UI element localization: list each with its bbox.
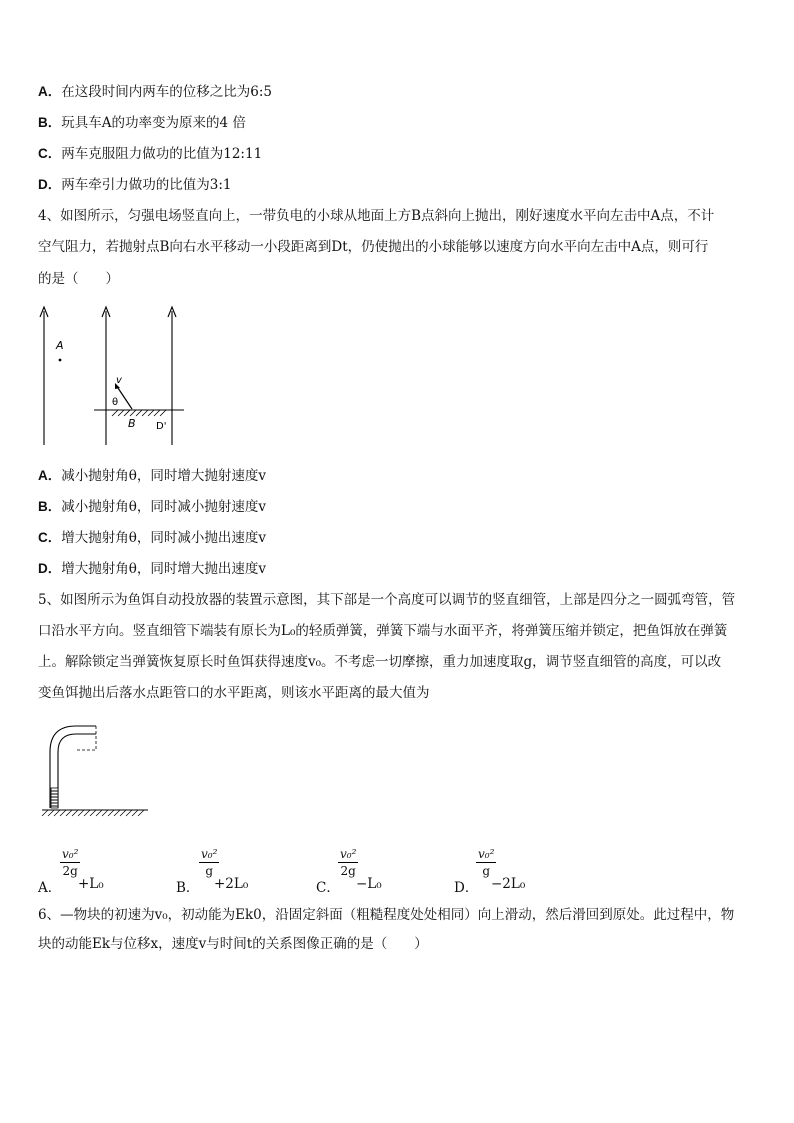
option-text: 增大抛射角θ，同时减小抛出速度v <box>61 530 267 546</box>
q6-stem-line2: 块的动能Ek与位移x，速度v与时间t的关系图像正确的是（ ） <box>38 936 428 952</box>
q5-option-a-label: A． <box>38 880 62 896</box>
q4-stem-line2: 空气阻力，若抛射点B向右水平移动一小段距离到Dt，仍使抛出的小球能够以速度方向水平向左击中A点，则可行 <box>38 239 709 255</box>
water-hatch <box>42 810 144 816</box>
q5-option-d-rest: −2L₀ <box>491 876 526 892</box>
option-label: A． <box>38 468 62 483</box>
option-label: B． <box>38 115 62 130</box>
q5-option-a-fraction <box>60 846 80 879</box>
q5-option-c-label: C． <box>316 880 340 896</box>
velocity-label: v <box>116 375 122 386</box>
q6-stem-line1: 6、—物块的初速为v₀，初动能为Ek0，沿固定斜面（粗糙程度处处相同）向上滑动，然后滑回到原处。此过程中，物 <box>38 907 735 923</box>
q5-option-b-label: B． <box>176 880 200 896</box>
ground-hatch <box>112 410 166 416</box>
point-d-label: D' <box>156 421 167 432</box>
fraction-denominator: g <box>482 864 491 878</box>
option-text: 减小抛射角θ，同时增大抛射速度v <box>61 468 267 484</box>
option-text: 两车克服阻力做功的比值为12:11 <box>61 146 263 162</box>
dashed-guide <box>76 726 96 750</box>
option-text: 两车牵引力做功的比值为3:1 <box>61 177 232 193</box>
point-a-dot <box>59 359 62 362</box>
q3-option-b <box>38 114 246 132</box>
fraction-numerator: v₀² <box>340 847 357 861</box>
theta-label: θ <box>112 397 119 408</box>
fraction-numerator: v₀² <box>478 847 495 861</box>
option-label: C． <box>38 530 62 545</box>
option-label: D． <box>38 177 62 192</box>
q4-stem-line1: 4、如图所示，匀强电场竖直向上，一带负电的小球从地面上方B点斜向上抛出，刚好速度水平向左击中A点，不计 <box>38 208 715 224</box>
q3-option-d <box>38 176 231 194</box>
q4-figure <box>36 305 196 450</box>
q5-option-b-fraction <box>199 846 219 879</box>
option-label: D． <box>38 561 62 576</box>
q3-option-c <box>38 145 262 163</box>
option-text: 增大抛射角θ，同时增大抛出速度v <box>61 561 267 577</box>
q5-option-d-label: D． <box>454 880 479 896</box>
q5-figure <box>38 718 153 824</box>
option-label: C． <box>38 146 62 161</box>
q5-stem-line3: 上。解除锁定当弹簧恢复原长时鱼饵获得速度v₀。不考虑一切摩擦，重力加速度取g，调节竖直细管的高度，可以改 <box>38 654 722 670</box>
fraction-numerator: v₀² <box>62 847 79 861</box>
option-text: 减小抛射角θ，同时减小抛射速度v <box>61 499 267 515</box>
q5-option-b-rest: +2L₀ <box>214 876 249 892</box>
option-label: A． <box>38 84 62 99</box>
option-text: 在这段时间内两车的位移之比为6:5 <box>61 84 272 100</box>
q5-option-a-rest: +L₀ <box>78 876 104 892</box>
fraction-denominator: 2g <box>62 864 78 878</box>
option-text: 玩具车A的功率变为原来的4 倍 <box>61 115 246 131</box>
q3-option-a <box>38 83 272 101</box>
q5-stem-line1: 5、如图所示为鱼饵自动投放器的装置示意图，其下部是一个高度可以调节的竖直细管，上部是四分之一圆弧弯管，管 <box>38 592 736 608</box>
point-b-label: B <box>128 417 136 430</box>
q5-option-c-rest: −L₀ <box>356 876 382 892</box>
tube-inner <box>58 734 96 808</box>
velocity-arrow <box>116 385 132 409</box>
q4-option-b <box>38 498 266 516</box>
q5-stem-line2: 口沿水平方向。竖直细管下端装有原长为L₀的轻质弹簧，弹簧下端与水面平齐，将弹簧压缩并锁定，把鱼饵放在弹簧 <box>38 623 728 639</box>
q4-option-d <box>38 560 266 578</box>
q5-stem-line4: 变鱼饵抛出后落水点距管口的水平距离，则该水平距离的最大值为 <box>38 685 430 701</box>
q4-option-c <box>38 529 266 547</box>
point-a-label: A <box>56 339 64 352</box>
q5-option-c-fraction <box>338 846 358 879</box>
fraction-numerator: v₀² <box>201 847 218 861</box>
q4-option-a <box>38 467 266 485</box>
fraction-denominator: 2g <box>340 864 356 878</box>
fraction-denominator: g <box>205 864 214 878</box>
q4-stem-line3: 的是（ ） <box>38 271 119 287</box>
q5-option-d-fraction <box>476 846 496 879</box>
option-label: B． <box>38 499 62 514</box>
